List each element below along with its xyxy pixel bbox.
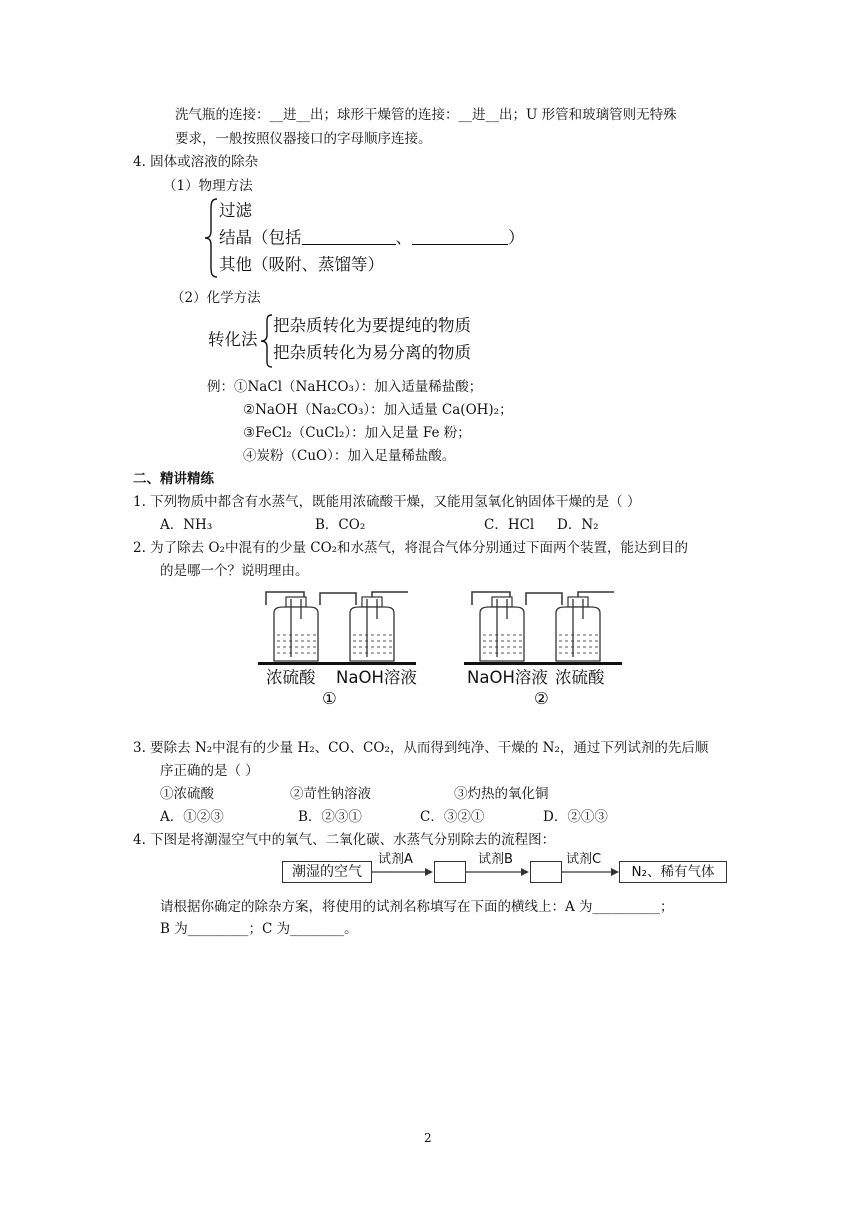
apparatus-2-figure	[464, 585, 624, 665]
section-2-title: 二、精讲精练	[133, 471, 214, 487]
flow-box-empty-2	[530, 861, 562, 883]
q3-option-c: C．③②①	[420, 809, 485, 825]
q3-reagent-2: ②苛性钠溶液	[290, 786, 371, 802]
apparatus-2-label-left: NaOH溶液	[467, 668, 548, 687]
intro-line-1: 洗气瓶的连接：__进__出；球形干燥管的连接：__进__出；U 形管和玻璃管则无特殊	[175, 107, 677, 123]
q3-reagent-1: ①浓硫酸	[160, 786, 214, 802]
apparatus-1-label-left: 浓硫酸	[266, 668, 316, 687]
q3-option-a: A．①②③	[160, 809, 224, 825]
apparatus-1-label-right: NaOH溶液	[336, 668, 417, 687]
intro-line-2: 要求，一般按照仪器接口的字母顺序连接。	[175, 131, 432, 147]
chemical-method-heading: （2）化学方法	[171, 290, 261, 306]
chemical-item-1: 把杂质转化为要提纯的物质	[273, 316, 471, 335]
q2-line-1: 2. 为了除去 O₂中混有的少量 CO₂和水蒸气，将混合气体分别通过下面两个装置，能达到目的	[133, 540, 689, 556]
q1-option-d: D．N₂	[557, 517, 599, 533]
example-2: ②NaOH（Na₂CO₃）：加入适量 Ca(OH)₂；	[243, 402, 513, 418]
example-3: ③FeCl₂（CuCl₂）：加入足量 Fe 粉；	[243, 425, 471, 441]
flow-arrow-2	[466, 866, 530, 878]
q2-line-2: 的是哪一个？说明理由。	[160, 563, 309, 579]
q1-stem: 1. 下列物质中都含有水蒸气，既能用浓硫酸干燥，又能用氢氧化钠固体干燥的是（ ）	[133, 494, 641, 510]
flow-arrow-3	[562, 866, 620, 878]
example-1: 例：①NaCl（NaHCO₃）：加入适量稀盐酸；	[207, 379, 483, 395]
chemical-item-2: 把杂质转化为易分离的物质	[273, 343, 471, 362]
q3-option-b: B．②③①	[298, 809, 362, 825]
physical-item-filter: 过滤	[219, 201, 252, 220]
flow-reagent-b: 试剂B	[478, 852, 513, 867]
q3-reagent-3: ③灼热的氧化铜	[454, 786, 549, 802]
q4-stem: 4. 下图是将潮湿空气中的氧气、二氧化碳、水蒸气分别除去的流程图：	[133, 832, 556, 848]
physical-method-heading: （1）物理方法	[163, 178, 253, 194]
flow-reagent-a: 试剂A	[378, 852, 413, 867]
q3-line-2: 序正确的是（ ）	[160, 763, 259, 779]
q3-option-d: D．②①③	[543, 809, 608, 825]
q3-line-1: 3. 要除去 N₂中混有的少量 H₂、CO、CO₂，从而得到纯净、干燥的 N₂，通过下列试剂的先后顺	[133, 740, 709, 756]
q4-answer-line-1: 请根据你确定的除杂方案，将使用的试剂名称填写在下面的横线上：A 为__________；	[160, 899, 674, 915]
chemical-brace	[260, 313, 274, 369]
physical-item-crystallize: 结晶（包括 、 ）	[219, 228, 525, 247]
flow-reagent-c: 试剂C	[566, 852, 602, 867]
apparatus-1-figure	[258, 585, 418, 665]
apparatus-2-number: ②	[534, 689, 549, 708]
apparatus-1-number: ①	[322, 689, 337, 708]
flow-arrow-1	[372, 866, 434, 878]
example-4: ④炭粉（CuO）：加入足量稀盐酸。	[243, 448, 456, 464]
flow-box-empty-1	[434, 861, 466, 883]
q4-answer-line-2: B 为_________；C 为________。	[160, 921, 358, 937]
q1-option-c: C．HCl	[484, 517, 535, 533]
physical-item-other: 其他（吸附、蒸馏等）	[219, 255, 384, 274]
flow-box-start: 潮湿的空气	[282, 861, 372, 883]
conversion-method-label: 转化法	[208, 330, 258, 349]
flow-box-end: N₂、稀有气体	[619, 861, 727, 883]
q1-option-a: A．NH₃	[160, 517, 213, 533]
q1-option-b: B．CO₂	[315, 517, 366, 533]
apparatus-2-label-right: 浓硫酸	[555, 668, 605, 687]
physical-brace	[204, 197, 220, 279]
section-4-title: 4. 固体或溶液的除杂	[133, 154, 259, 170]
page-number: 2	[424, 1131, 432, 1145]
